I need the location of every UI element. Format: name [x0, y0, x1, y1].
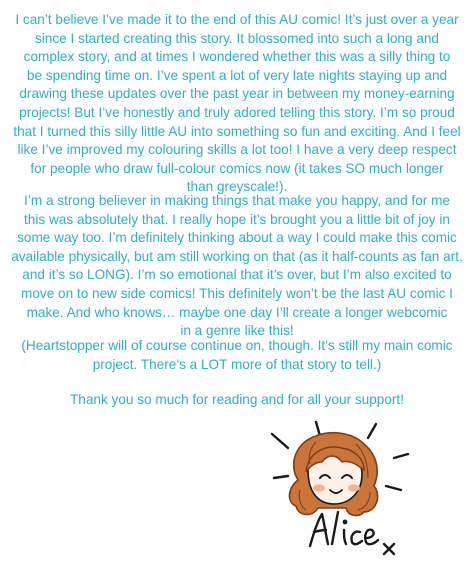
text-line: be spending time on. I’ve spent a lot of very late nights staying up and: [26, 67, 448, 83]
text-line: make. And who knows… maybe one day I’ll create a longer webcomic: [26, 304, 448, 320]
text-line: I’m a strong believer in making things that make you happy, and for me: [24, 193, 450, 208]
blush: [348, 484, 360, 491]
text-line: for people who draw full-colour comics now (it takes SO much longer: [30, 160, 444, 176]
text-line: (Heartstopper will of course continue on, though. It’s still my main comic: [21, 338, 453, 353]
excitement-mark: [272, 434, 288, 448]
text-line: this was absolutely that. I really hope it’s brought you a little bit of joy in: [24, 211, 450, 227]
note-paragraph-4: [0, 391, 474, 410]
text-line: drawing these updates over the past year in between my money-earning: [19, 86, 455, 102]
text-line: like I’ve improved my colouring skills a lot too! I have a very deep respect: [17, 142, 457, 158]
author-self-portrait-doodle: [258, 408, 458, 558]
text-line: available physically, but am still working on that (as it half-counts as fan art,: [11, 248, 463, 264]
text-line: project. There’s a LOT more of that story to tell.): [92, 356, 382, 372]
excitement-mark: [368, 424, 376, 438]
note-paragraph-3: [0, 337, 474, 374]
text-line: in a genre like this!: [180, 323, 294, 339]
handwritten-signature: [310, 512, 394, 554]
excitement-mark: [386, 486, 401, 490]
note-paragraph-1: [0, 11, 474, 197]
text-line: move on to new side comics! This definitely won’t be the last AU comic I: [21, 285, 453, 301]
note-paragraph-2: [0, 192, 474, 341]
text-line: I can’t believe I’ve made it to the end of this AU comic! It’s just over a year: [15, 12, 459, 27]
blush: [313, 484, 325, 491]
text-line: since I started creating this story. It blossomed into such a long and: [35, 30, 439, 46]
text-line: and it’s so LONG). I’m so emotional that it’s over, but I’m also excited to: [22, 267, 452, 283]
text-line: complex story, and at times I wondered whether this was a silly thing to: [23, 49, 451, 65]
text-line: Thank you so much for reading and for all your support!: [70, 392, 404, 407]
excitement-mark: [274, 476, 288, 478]
text-line: some way too. I’m definitely thinking about a way I could make this comic: [17, 230, 457, 246]
excitement-mark: [394, 454, 408, 458]
text-line: than greyscale!).: [186, 179, 288, 195]
text-line: projects! But I’ve honestly and truly adored telling this story. I’m so proud: [19, 104, 455, 120]
text-line: that I turned this silly little AU into something so fun and exciting. And I feel: [13, 123, 461, 139]
